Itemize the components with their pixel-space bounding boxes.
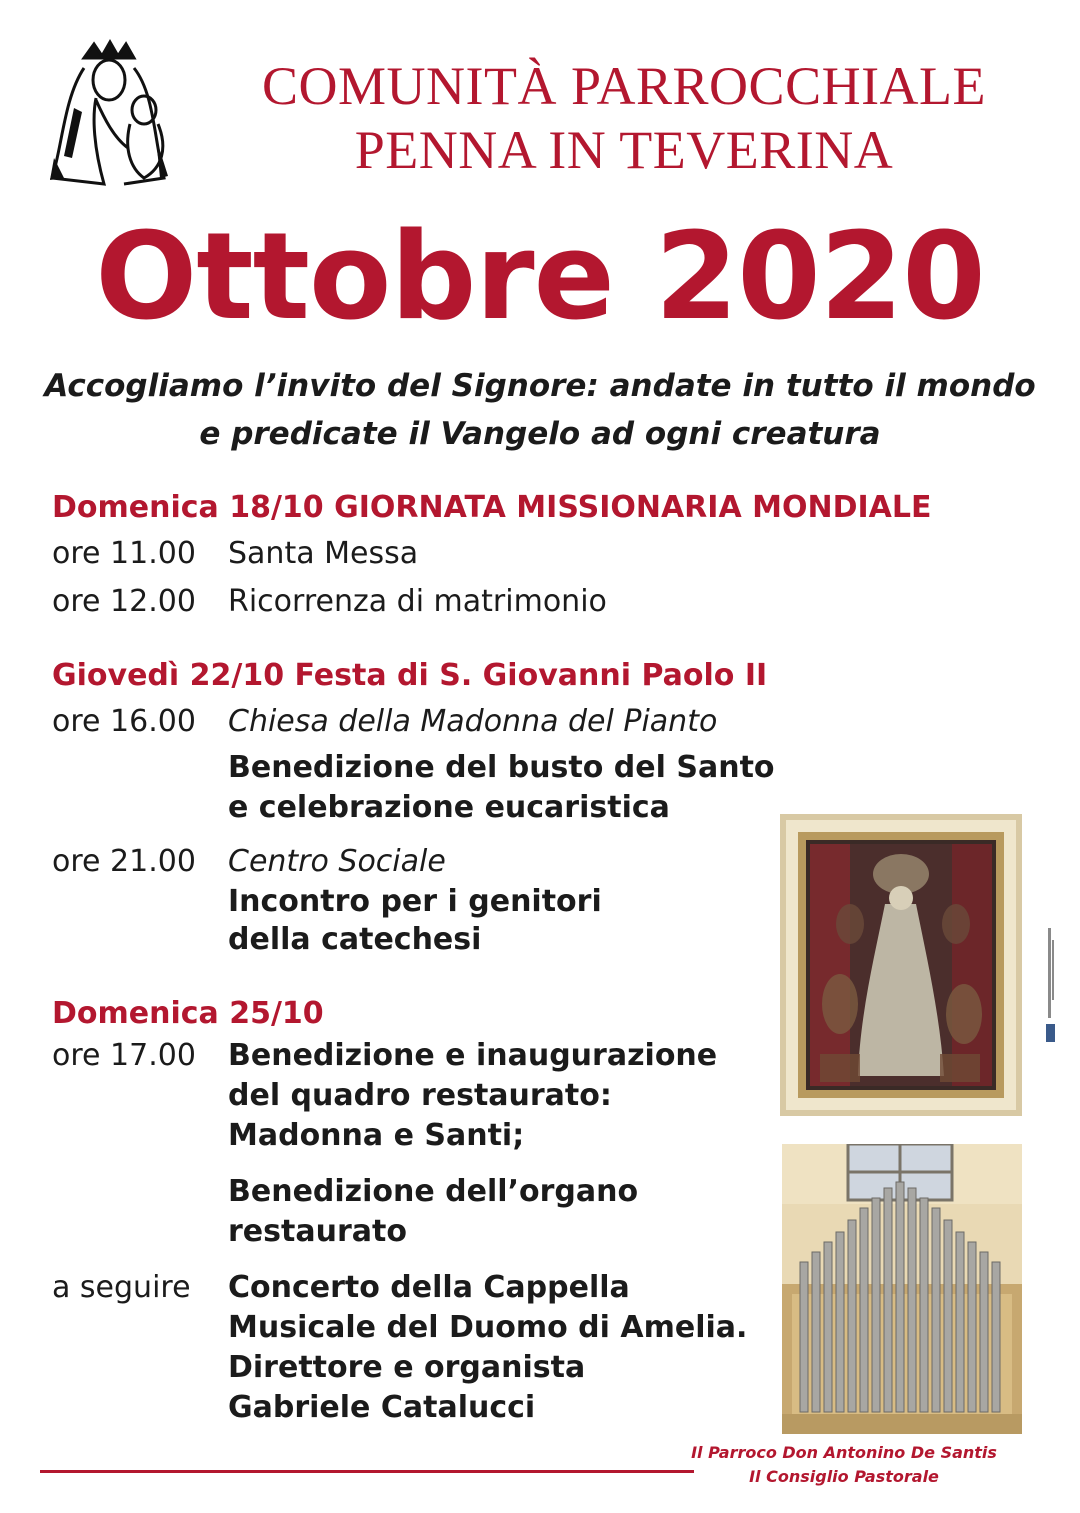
event-desc: Ricorrenza di matrimonio — [228, 584, 607, 619]
subtitle-line2: e predicate il Vangelo ad ogni creatura — [199, 416, 881, 452]
restored-painting-image — [780, 814, 1022, 1116]
event-time: a seguire — [52, 1270, 191, 1305]
subtitle-line1: Accogliamo l’invito del Signore: andate in tutto il mondo — [44, 368, 1036, 404]
event-desc: Benedizione e inaugurazione — [228, 1038, 718, 1073]
month-title: Ottobre 2020 — [95, 208, 985, 347]
event-desc: e celebrazione eucaristica — [228, 790, 670, 825]
event-desc: Santa Messa — [228, 536, 419, 571]
event-desc: del quadro restaurato: — [228, 1078, 612, 1113]
event-desc: Gabriele Catalucci — [228, 1390, 536, 1425]
event-time: ore 11.00 — [52, 536, 196, 571]
section-title: Domenica 25/10 — [52, 996, 324, 1031]
signature-pastoral-council: Il Consiglio Pastorale — [749, 1467, 939, 1486]
event-time: ore 17.00 — [52, 1038, 196, 1073]
event-desc: della catechesi — [228, 922, 482, 957]
section-title: Domenica 18/10 GIORNATA MISSIONARIA MONDIALE — [52, 490, 932, 525]
event-desc: Musicale del Duomo di Amelia. — [228, 1310, 748, 1345]
signature-parish-priest: Il Parroco Don Antonino De Santis — [691, 1443, 997, 1462]
section-title: Giovedì 22/10 Festa di S. Giovanni Paolo II — [52, 658, 768, 693]
event-desc: Benedizione dell’organo — [228, 1174, 639, 1209]
event-time: ore 12.00 — [52, 584, 196, 619]
event-desc: Concerto della Cappella — [228, 1270, 630, 1305]
event-desc: Madonna e Santi; — [228, 1118, 525, 1153]
event-time: ore 16.00 — [52, 704, 196, 739]
parish-name-line1: COMUNITÀ PARROCCHIALE — [261, 56, 987, 116]
parish-name-line2: PENNA IN TEVERINA — [354, 120, 894, 180]
event-place: Centro Sociale — [228, 844, 446, 879]
event-place: Chiesa della Madonna del Pianto — [228, 704, 718, 739]
footer-rule — [40, 1470, 694, 1473]
event-desc: Incontro per i genitori — [228, 884, 602, 919]
event-desc: restaurato — [228, 1214, 407, 1249]
printer-mark-icon — [1040, 920, 1060, 1050]
event-desc: Benedizione del busto del Santo — [228, 750, 775, 785]
event-time: ore 21.00 — [52, 844, 196, 879]
restored-organ-image — [782, 1144, 1022, 1434]
event-desc: Direttore e organista — [228, 1350, 586, 1385]
madonna-logo-icon — [44, 38, 194, 188]
